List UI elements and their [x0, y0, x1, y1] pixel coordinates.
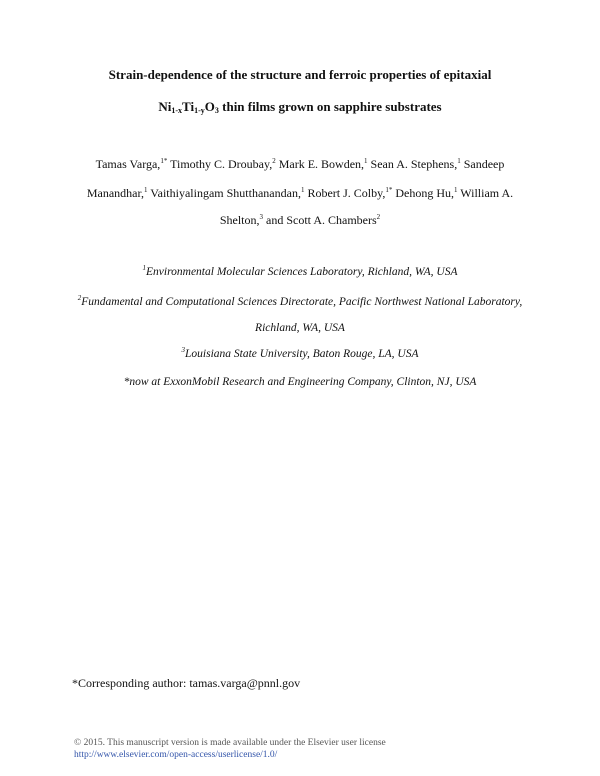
title-line-2-rest: thin films grown on sapphire substrates — [218, 99, 442, 114]
affiliation-3 — [40, 348, 560, 360]
formula-o: O — [204, 99, 215, 114]
author-affil: 1 — [364, 157, 368, 165]
affil-text: Environmental Molecular Sciences Laboratory, Richland, WA, USA — [146, 266, 458, 278]
author-name: and Scott A. Chambers — [263, 213, 377, 227]
paper-title-line-1: Strain-dependence of the structure and ferroic properties of epitaxial — [108, 67, 492, 82]
affiliation-current: *now at ExxonMobil Research and Engineering Company, Clinton, NJ, USA — [123, 376, 477, 388]
affiliation-2 — [40, 296, 560, 308]
author-affil: 1* — [385, 186, 393, 194]
author-name: Shelton, — [219, 213, 260, 227]
author-affil: 1 — [457, 157, 461, 165]
author-name: Mark E. Bowden, — [275, 157, 365, 171]
author-affil: 1* — [160, 157, 168, 165]
author-name: Dehong Hu, — [392, 186, 454, 200]
author-name: Robert J. Colby, — [304, 186, 386, 200]
author-line-1 — [60, 157, 540, 172]
affil-marker: 1 — [142, 264, 147, 272]
author-name: Sandeep — [460, 157, 505, 171]
affiliation-2-cont: Richland, WA, USA — [255, 322, 345, 334]
author-name: Manandhar, — [86, 186, 145, 200]
author-name: Sean A. Stephens, — [367, 157, 458, 171]
author-affil: 1 — [144, 186, 148, 194]
paper-title-line-2 — [0, 99, 600, 115]
formula-ti: Ti — [182, 99, 195, 114]
author-line-3 — [60, 213, 540, 228]
author-affil: 2 — [272, 157, 276, 165]
author-name: Timothy C. Droubay, — [167, 157, 273, 171]
license-text: © 2015. This manuscript version is made available under the Elsevier user license — [74, 738, 386, 748]
formula-sub-3: 3 — [214, 106, 219, 115]
affiliation-1 — [40, 266, 560, 278]
license-footer — [74, 737, 386, 761]
author-name: William A. — [457, 186, 514, 200]
author-affil: 2 — [376, 213, 381, 221]
license-link[interactable]: http://www.elsevier.com/open-access/userlicense/1.0/ — [74, 750, 278, 760]
author-name: Tamas Varga, — [95, 157, 161, 171]
author-line-2 — [60, 186, 540, 201]
author-name: Vaithiyalingam Shutthanandan, — [147, 186, 301, 200]
author-affil: 3 — [259, 213, 263, 221]
affil-marker: 2 — [77, 294, 82, 302]
affil-text: Louisiana State University, Baton Rouge, LA, USA — [185, 348, 419, 360]
author-affil: 1 — [300, 186, 305, 194]
formula-ni: Ni — [158, 99, 172, 114]
affil-text: Fundamental and Computational Sciences Directorate, Pacific Northwest National Laboratory, — [81, 296, 523, 308]
formula-sub-x: 1-x — [171, 106, 183, 115]
affil-marker: 3 — [181, 346, 185, 354]
formula-sub-y: 1-y — [194, 106, 205, 115]
author-affil: 1 — [454, 186, 458, 194]
corresponding-author: *Corresponding author: tamas.varga@pnnl.gov — [72, 676, 301, 690]
